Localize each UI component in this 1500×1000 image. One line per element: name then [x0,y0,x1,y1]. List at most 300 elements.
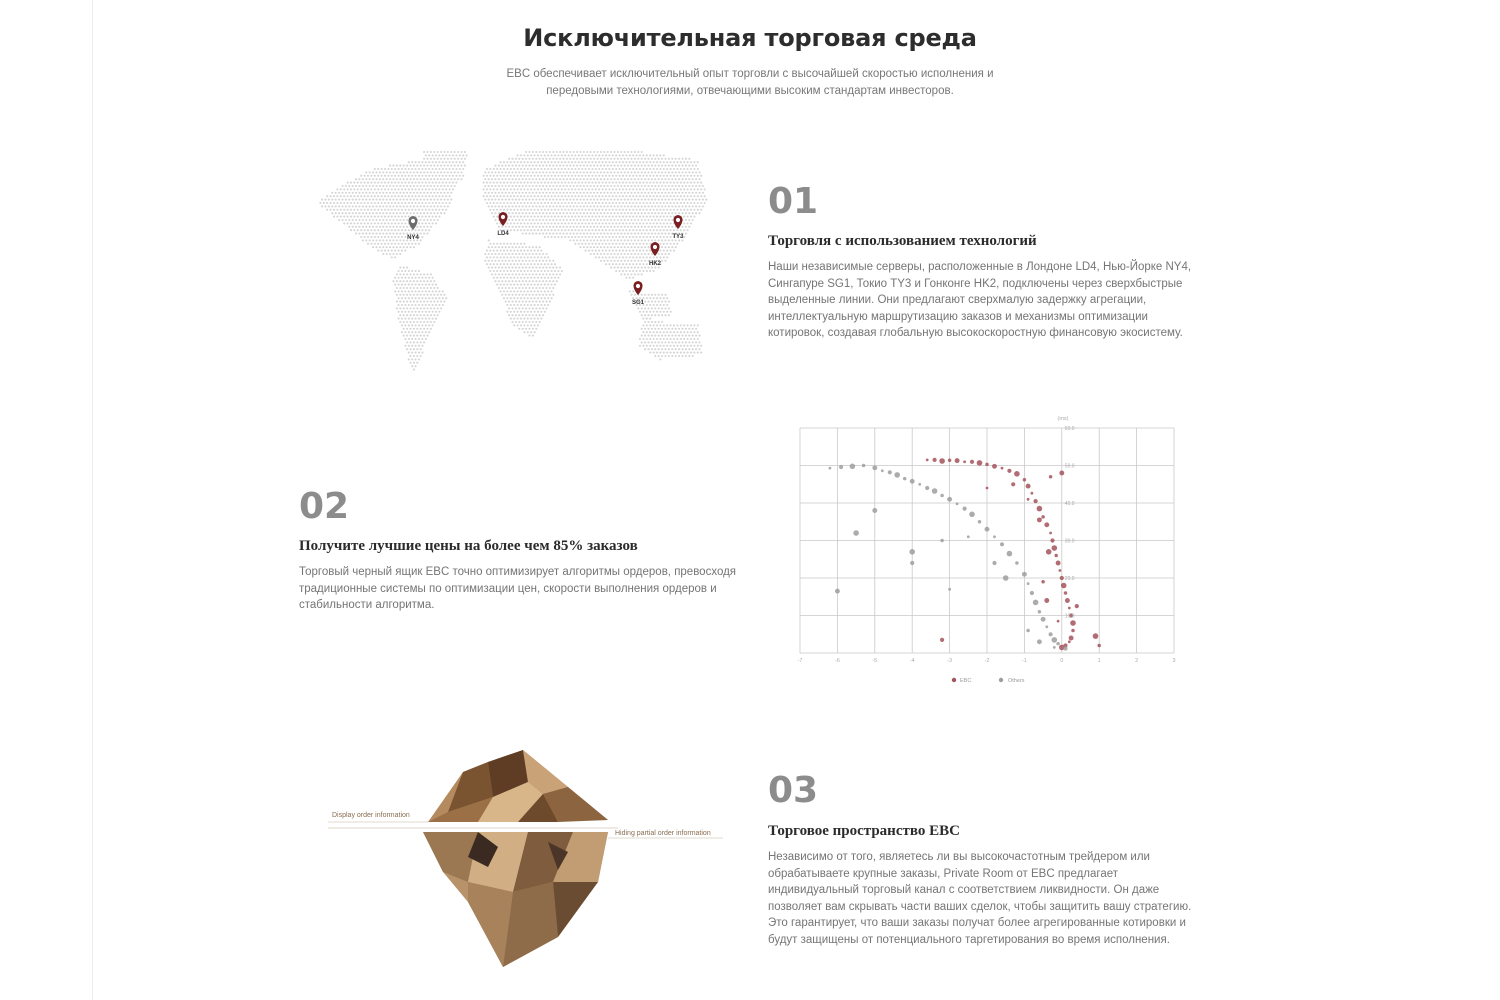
map-dot [627,267,629,269]
map-dot [384,250,386,252]
map-dot [676,352,678,354]
map-dot [406,165,408,167]
map-dot [591,250,593,252]
map-dot [428,277,430,279]
map-dot [591,222,593,224]
map-dot [379,219,381,221]
map-dot [392,192,394,194]
map-dot [547,202,549,204]
map-dot [522,301,524,303]
map-dot [406,219,408,221]
map-dot [556,212,558,214]
map-dot [347,216,349,218]
map-dot [416,321,418,323]
map-dot [522,233,524,235]
map-dot [501,294,503,296]
map-dot [688,212,690,214]
map-dot [620,219,622,221]
map-dot [670,195,672,197]
map-dot [435,188,437,190]
map-dot [411,318,413,320]
map-dot [624,253,626,255]
map-dot [486,175,488,177]
map-dot [403,307,405,309]
chart-x-tick-label: 2 [1135,658,1139,664]
map-dot [551,284,553,286]
map-dot [430,287,432,289]
map-dot [598,154,600,156]
map-dot [685,165,687,167]
map-dot [517,222,519,224]
map-dot [523,304,525,306]
chart-point-others [1038,610,1042,614]
map-dot [440,158,442,160]
map-dot [630,171,632,173]
chart-point-others [1049,632,1053,636]
map-dot [647,307,649,309]
feature-title-01: Торговля с использованием технологий [768,233,1037,249]
map-dot [511,219,513,221]
map-dot [639,297,641,299]
map-dot [360,222,362,224]
map-dot [386,246,388,248]
map-dot [602,209,604,211]
map-dot [644,294,646,296]
map-dot [409,321,411,323]
map-dot [656,188,658,190]
map-dot [598,256,600,258]
map-dot [460,171,462,173]
map-dot [568,216,570,218]
map-dot [627,192,629,194]
map-dot [518,205,520,207]
map-dot [585,229,587,231]
map-dot [664,192,666,194]
map-dot [430,151,432,153]
map-dot [644,307,646,309]
map-dot [370,202,372,204]
map-dot [399,212,401,214]
map-dot [671,212,673,214]
map-dot [646,304,648,306]
map-dot [620,178,622,180]
map-dot [528,233,530,235]
map-dot [513,324,515,326]
map-dot [630,199,632,201]
map-dot [525,165,527,167]
map-dot [654,328,656,330]
map-dot [664,246,666,248]
map-dot [398,209,400,211]
map-dot [600,165,602,167]
map-dot [525,253,527,255]
map-dot [386,185,388,187]
map-dot [506,161,508,163]
map-dot [625,154,627,156]
map-dot [428,202,430,204]
map-dot [411,345,413,347]
map-dot [639,338,641,340]
map-dot [552,280,554,282]
map-dot [510,304,512,306]
map-dot [411,284,413,286]
chart-point-others [850,464,856,470]
map-dot [646,263,648,265]
map-dot [418,284,420,286]
map-dot [593,246,595,248]
map-dot [532,260,534,262]
map-dot [579,165,581,167]
map-dot [661,219,663,221]
map-dot [425,331,427,333]
map-dot [415,175,417,177]
map-dot [578,229,580,231]
map-dot [644,335,646,337]
map-dot [425,216,427,218]
map-dot [513,311,515,313]
map-dot [653,311,655,313]
map-dot [644,219,646,221]
map-dot [644,328,646,330]
map-dot [659,229,661,231]
map-dot [605,154,607,156]
feature-title-02: Получите лучшие цены на более чем 85% заказов [299,538,638,554]
map-dot [457,151,459,153]
map-dot [420,226,422,228]
map-dot [416,280,418,282]
map-dot [511,301,513,303]
map-dot [418,297,420,299]
map-dot [659,188,661,190]
map-dot [637,253,639,255]
feature-title-03: Торговое пространство EBC [768,823,960,839]
map-dot [326,202,328,204]
map-dot [535,226,537,228]
map-dot [403,328,405,330]
map-dot [530,222,532,224]
map-dot [399,226,401,228]
map-dot [624,246,626,248]
map-dot [428,154,430,156]
map-dot [413,165,415,167]
map-dot [653,345,655,347]
map-dot [605,202,607,204]
map-dot [654,307,656,309]
map-dot [399,239,401,241]
map-dot [511,192,513,194]
map-dot [622,250,624,252]
map-dot [697,161,699,163]
map-dot [579,233,581,235]
map-dot [367,209,369,211]
map-dot [644,260,646,262]
map-dot [537,188,539,190]
map-dot [418,195,420,197]
chart-point-others [948,588,951,591]
map-dot [617,178,619,180]
map-dot [321,199,323,201]
map-dot [641,253,643,255]
map-dot [396,307,398,309]
map-dot [387,222,389,224]
map-dot [403,335,405,337]
map-dot [540,250,542,252]
map-dot [654,192,656,194]
map-dot [613,205,615,207]
map-dot [545,287,547,289]
map-dot [629,277,631,279]
map-dot [651,171,653,173]
map-dot [496,216,498,218]
map-dot [425,182,427,184]
map-dot [552,226,554,228]
map-dot [486,168,488,170]
map-dot [664,205,666,207]
map-dot [649,250,651,252]
map-dot [426,185,428,187]
map-dot [585,161,587,163]
map-dot [649,222,651,224]
map-dot [545,260,547,262]
map-dot [612,154,614,156]
map-dot [389,192,391,194]
map-dot [523,188,525,190]
map-dot [622,216,624,218]
map-dot [649,161,651,163]
map-dot [605,161,607,163]
map-dot [500,161,502,163]
map-dot [573,226,575,228]
map-dot [564,202,566,204]
map-dot [513,318,515,320]
map-dot [651,341,653,343]
map-dot [659,304,661,306]
map-dot [630,233,632,235]
map-dot [624,239,626,241]
map-dot [664,219,666,221]
map-dot [646,188,648,190]
map-dot [666,161,668,163]
map-dot [639,311,641,313]
map-dot [576,219,578,221]
map-dot [551,175,553,177]
map-dot [421,216,423,218]
map-dot [566,151,568,153]
map-dot [534,270,536,272]
map-dot [641,260,643,262]
map-dot [328,205,330,207]
map-dot [392,246,394,248]
map-dot [610,253,612,255]
map-dot [581,216,583,218]
map-dot [413,355,415,357]
map-dot [403,171,405,173]
map-dot [537,304,539,306]
map-dot [408,202,410,204]
map-dot [581,202,583,204]
map-dot [522,199,524,201]
map-dot [528,165,530,167]
map-dot [438,297,440,299]
map-dot [377,168,379,170]
map-dot [416,314,418,316]
map-dot [382,219,384,221]
feature-text-01: Наши независимые серверы, расположенные в Лондоне LD4, Нью-Йорке NY4, Сингапуре SG1, Токио TY3 и Гонконге HK2, подключены через сверхбыстрые выделенные линии. Они предлагают сверхмалую задержку агрегации, интеллектуальную маршрутизацию заказов и механизмы оптимизации котировок, создавая глобальную высокоскоростную финансовую экосистему. [768,261,1192,340]
map-dot [556,165,558,167]
map-dot [554,182,556,184]
map-dot [647,239,649,241]
map-dot [690,161,692,163]
chart-point-ebc [970,460,974,464]
chart-point-ebc [963,460,966,463]
map-dot [367,195,369,197]
map-dot [636,182,638,184]
map-dot [687,338,689,340]
map-dot [549,178,551,180]
map-dot [685,171,687,173]
map-dot [423,301,425,303]
chart-x-tick-label: 1 [1097,658,1101,664]
chart-point-others [872,508,877,513]
map-dot [506,297,508,299]
map-dot [333,195,335,197]
map-dot [333,209,335,211]
map-dot [513,168,515,170]
map-dot [578,154,580,156]
map-dot [418,216,420,218]
map-dot [625,243,627,245]
map-dot [540,229,542,231]
map-dot [528,321,530,323]
map-dot [590,199,592,201]
map-dot [415,324,417,326]
map-dot [498,253,500,255]
map-dot [413,348,415,350]
map-dot [520,175,522,177]
map-dot [649,229,651,231]
map-dot [413,273,415,275]
map-dot [392,233,394,235]
map-dot [517,304,519,306]
map-dot [559,267,561,269]
map-dot [406,205,408,207]
map-dot [540,202,542,204]
map-dot [386,239,388,241]
map-dot [593,185,595,187]
map-dot [593,212,595,214]
map-dot [571,222,573,224]
map-dot [583,165,585,167]
map-dot [688,348,690,350]
map-dot [510,284,512,286]
map-dot [500,243,502,245]
map-dot [411,270,413,272]
map-dot [430,273,432,275]
map-dot [445,195,447,197]
map-dot [637,307,639,309]
map-dot [530,318,532,320]
map-dot [528,260,530,262]
map-dot [357,229,359,231]
map-dot [460,151,462,153]
map-dot [695,165,697,167]
map-dot [544,236,546,238]
map-dot [432,222,434,224]
map-dot [486,195,488,197]
map-dot [426,178,428,180]
map-dot [437,301,439,303]
map-dot [426,199,428,201]
map-dot [394,195,396,197]
map-dot [569,185,571,187]
map-dot [501,205,503,207]
map-dot [506,188,508,190]
map-dot [632,270,634,272]
map-dot [624,178,626,180]
chart-point-ebc [1097,644,1101,648]
map-dot [443,205,445,207]
map-dot [379,246,381,248]
map-dot [596,212,598,214]
map-dot [564,222,566,224]
map-dot [678,355,680,357]
chart-point-others [947,497,952,502]
map-dot [421,188,423,190]
map-dot [581,209,583,211]
map-dot [619,175,621,177]
map-dot [484,185,486,187]
map-dot [668,246,670,248]
map-dot [685,341,687,343]
map-dot [382,212,384,214]
map-dot [360,236,362,238]
map-dot [510,175,512,177]
map-dot [425,284,427,286]
map-dot [513,263,515,265]
map-dot [670,202,672,204]
map-dot [600,178,602,180]
map-dot [670,216,672,218]
map-dot [595,182,597,184]
map-dot [693,161,695,163]
map-dot [523,290,525,292]
map-dot [588,222,590,224]
map-dot [654,239,656,241]
map-dot [539,185,541,187]
map-dot [358,219,360,221]
map-dot [666,182,668,184]
map-dot [617,260,619,262]
map-dot [576,185,578,187]
map-dot [411,277,413,279]
map-dot [545,294,547,296]
map-dot [557,222,559,224]
map-dot [605,263,607,265]
map-dot [641,267,643,269]
map-dot [522,273,524,275]
map-dot [656,216,658,218]
map-dot [341,199,343,201]
map-dot [408,318,410,320]
map-dot [537,311,539,313]
map-dot [491,212,493,214]
map-dot [663,331,665,333]
map-dot [382,192,384,194]
map-dot [535,171,537,173]
map-dot [595,202,597,204]
map-dot [398,290,400,292]
map-dot [506,222,508,224]
